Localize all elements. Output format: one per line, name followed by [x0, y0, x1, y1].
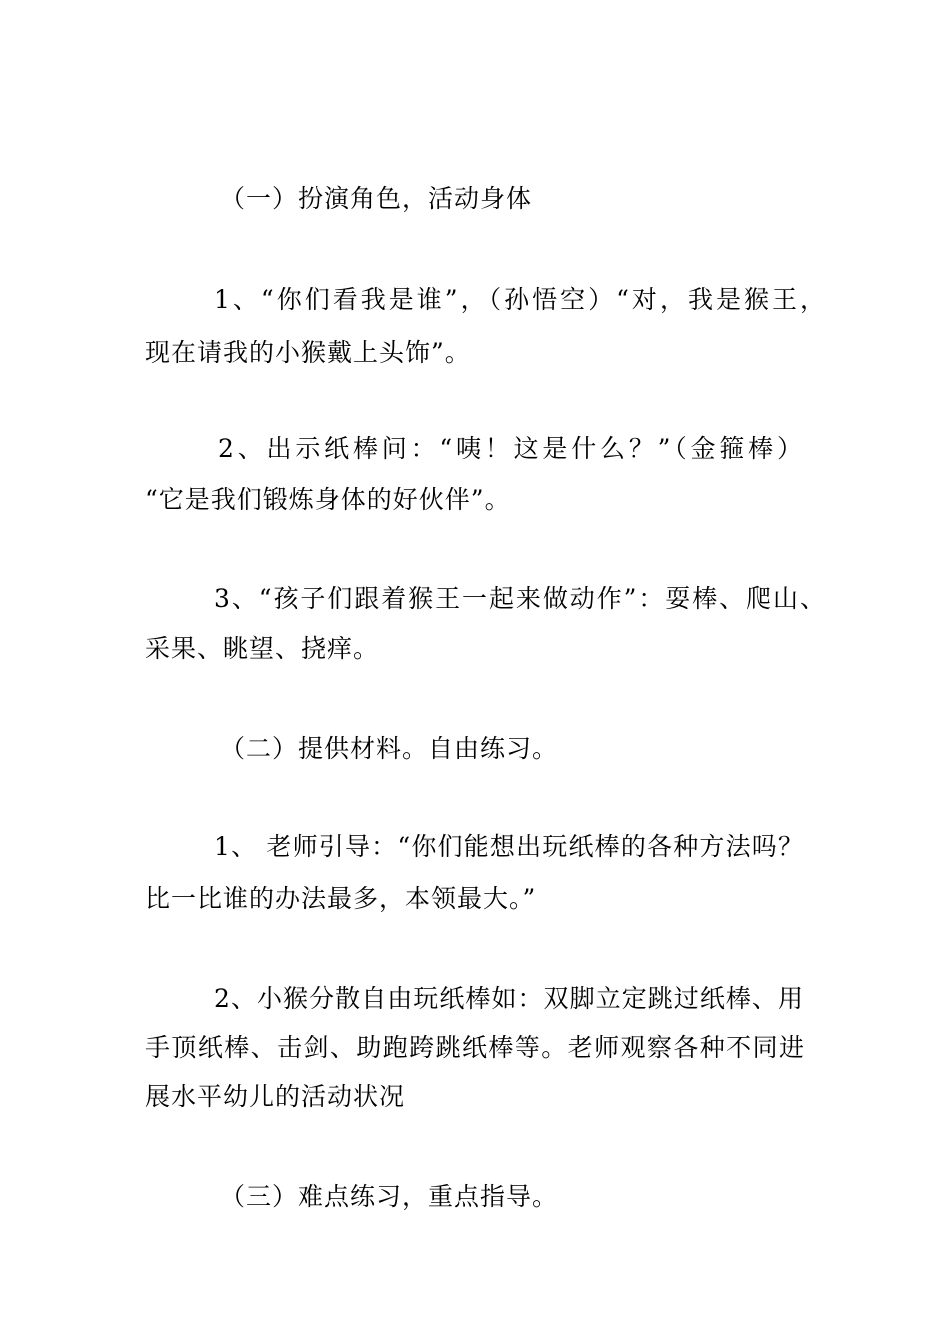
paragraph-5-line-2: 手顶纸棒、击剑、助跑跨跳纸棒等。老师观察各种不同进	[145, 1033, 805, 1062]
paragraph-3-line-2: 采果、眺望、挠痒。	[145, 634, 380, 663]
paragraph-1-line-1: 1、“你们看我是谁”，（孙悟空）“对，我是猴王，	[214, 285, 826, 314]
paragraph-2-line-2: “它是我们锻炼身体的好伙伴”。	[145, 485, 511, 514]
paragraph-3-line-1: 3、“孩子们跟着猴王一起来做动作”：耍棒、爬山、	[214, 584, 826, 613]
paragraph-5-line-3: 展水平幼儿的活动状况	[145, 1082, 406, 1111]
paragraph-2-line-1: 2、出示纸棒问：“咦！这是什么？”（金箍棒）	[218, 434, 803, 463]
paragraph-4-line-2: 比一比谁的办法最多，本领最大。”	[145, 884, 537, 913]
section-heading-2: （二）提供材料。自由练习。	[220, 734, 559, 763]
section-heading-3: （三）难点练习，重点指导。	[220, 1182, 559, 1211]
paragraph-5-line-1: 2、小猴分散自由玩纸棒如：双脚立定跳过纸棒、用	[214, 984, 804, 1013]
paragraph-4-line-1: 1、 老师引导：“你们能想出玩纸棒的各种方法吗？	[214, 832, 804, 861]
section-heading-1: （一）扮演角色，活动身体	[220, 184, 533, 213]
paragraph-1-line-2: 现在请我的小猴戴上头饰”。	[145, 338, 471, 367]
